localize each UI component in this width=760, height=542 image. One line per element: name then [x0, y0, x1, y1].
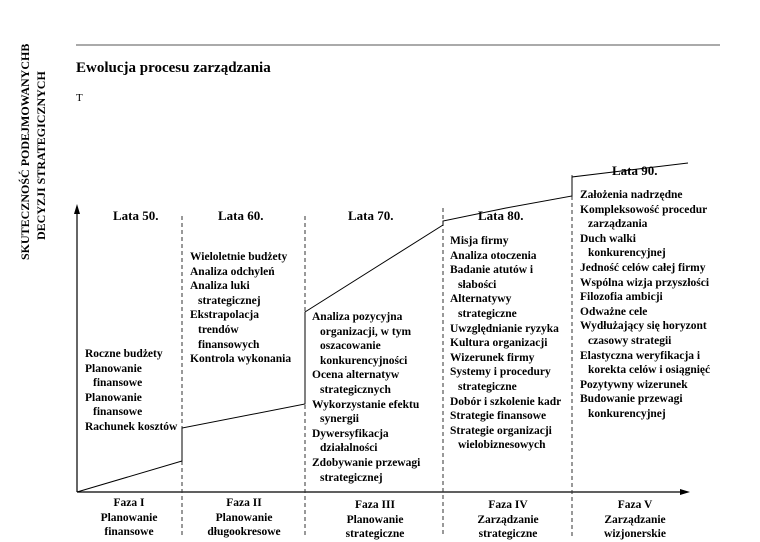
heading-lata-70: Lata 70. — [348, 208, 394, 223]
y-axis-label-line2: DECYZJI STRATEGICZNYCH — [34, 71, 48, 240]
list-item: Badanie atutów i słabości — [450, 264, 534, 291]
phase-number: Faza II — [226, 497, 262, 509]
heading-lata-90: Lata 90. — [612, 163, 658, 178]
phase-number: Faza I — [113, 497, 145, 509]
list-item: Jedność celów całej firmy — [580, 261, 706, 274]
list-item: Analiza luki strategicznej — [190, 280, 261, 307]
y-axis-arrow — [74, 204, 80, 214]
page-title: Ewolucja procesu zarządzania — [76, 60, 271, 76]
phase-5-label — [576, 498, 694, 542]
list-lata-70 — [312, 310, 440, 485]
list-item: Wspólna wizja przyszłości — [580, 276, 710, 289]
y-axis-label — [18, 10, 48, 260]
phase-3-label — [310, 498, 440, 542]
list-item: Alternatywy strategiczne — [450, 293, 517, 320]
x-axis-arrow — [680, 489, 690, 495]
list-item: Ekstrapolacja trendów finansowych — [190, 309, 260, 351]
list-item: Duch walki konkurencyjnej — [580, 232, 666, 260]
list-item: Misja firmy — [450, 235, 509, 247]
list-item: Planowanie finansowe — [85, 391, 143, 419]
phase-title-line: finansowe — [104, 526, 154, 538]
list-item: Zdobywanie przewagi strategicznej — [312, 456, 421, 484]
list-item: Dobór i szkolenie kadr — [450, 395, 562, 408]
list-item: Kontrola wykonania — [190, 353, 292, 366]
heading-lata-80: Lata 80. — [478, 208, 524, 223]
list-item: Elastyczna weryfikacja i korekta celów i osiągnięć — [580, 349, 711, 377]
list-lata-50 — [85, 347, 181, 435]
heading-lata-50: Lata 50. — [113, 208, 159, 223]
phase-number: Faza IV — [488, 499, 528, 511]
phase-2-label — [186, 496, 302, 540]
list-item: Wykorzystanie efektu synergii — [312, 398, 420, 426]
list-item: Analiza otoczenia — [450, 249, 537, 262]
subtitle-mark: T — [76, 92, 83, 104]
list-item: Wizerunek firmy — [450, 351, 535, 364]
list-item: Systemy i procedury strategiczne — [450, 366, 551, 393]
list-item: Rachunek kosztów — [85, 420, 178, 433]
list-item: Budowanie przewagi konkurencyjnej — [580, 393, 683, 420]
heading-lata-60: Lata 60. — [218, 208, 264, 223]
list-item: Uwzględnianie ryzyka — [450, 322, 559, 335]
list-item: Analiza odchyleń — [190, 265, 275, 278]
list-lata-80 — [450, 234, 572, 453]
list-item: Pozytywny wizerunek — [580, 378, 688, 391]
phase-title-line: Planowanie — [100, 511, 158, 524]
phase-title-line: Zarządzanie — [477, 513, 539, 526]
list-item: Strategie organizacji wielobiznesowych — [450, 424, 552, 452]
list-item: Wydłużający się horyzont czasowy strategii — [580, 320, 707, 347]
list-item: Strategie finansowe — [450, 410, 547, 423]
list-item: Kultura organizacji — [450, 337, 548, 350]
phase-number: Faza V — [617, 499, 653, 511]
phase-title-line: wizjonerskie — [604, 528, 666, 540]
list-item: Roczne budżety — [85, 348, 163, 360]
list-item: Planowanie finansowe — [85, 362, 143, 390]
y-axis-label-line1: SKUTECZNOŚĆ PODEJMOWANYCHB — [18, 43, 32, 260]
list-item: Filozofia ambicji — [580, 291, 663, 304]
phase-title-line: strategiczne — [345, 528, 405, 540]
list-item: Analiza pozycyjna organizacji, w tym oszacowanie konkurencyjności — [312, 311, 412, 367]
phase-4-label — [446, 498, 570, 542]
list-lata-90 — [580, 188, 716, 422]
list-item: Dywersyfikacja działalności — [312, 427, 389, 455]
list-item: Ocena alternatyw strategicznych — [312, 369, 400, 396]
phase-title-line: długookresowe — [207, 526, 281, 538]
phase-title-line: Zarządzanie — [604, 513, 666, 526]
list-item: Kompleksowość procedur zarządzania — [580, 203, 708, 231]
list-item: Wieloletnie budżety — [190, 251, 288, 263]
list-lata-60 — [190, 250, 302, 367]
list-item: Odważne cele — [580, 305, 648, 318]
phase-title-line: Planowanie — [346, 513, 404, 526]
phase-title-line: strategiczne — [478, 528, 538, 540]
phase-title-line: Planowanie — [215, 511, 273, 524]
phase-number: Faza III — [355, 499, 395, 511]
phase-1-label — [79, 496, 179, 540]
list-item: Założenia nadrzędne — [580, 189, 683, 201]
